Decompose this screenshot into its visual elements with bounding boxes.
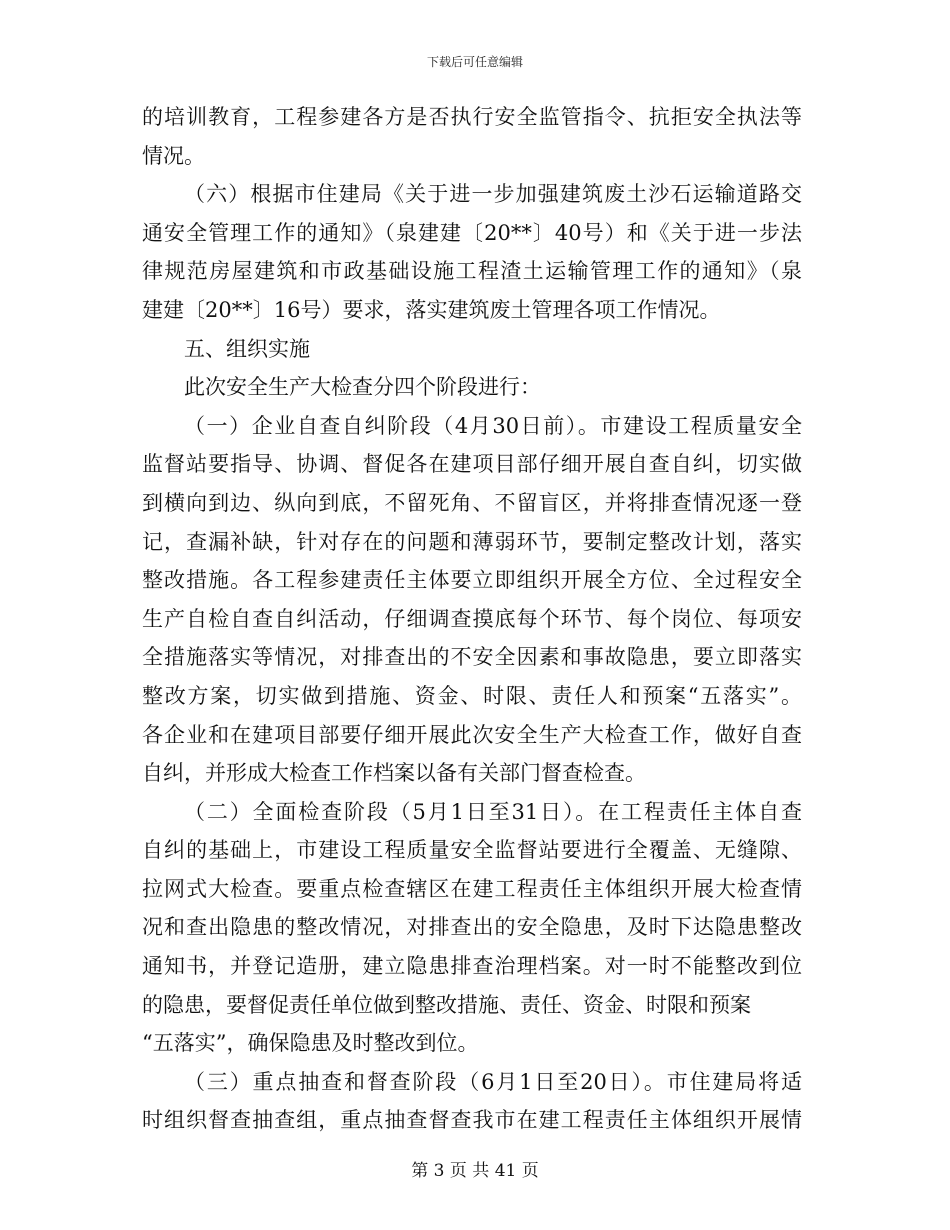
text-line: 全措施落实等情况，对排查出的不安全因素和事故隐患，要立即落实 — [142, 645, 802, 670]
paragraph-start-line: （一）企业自查自纠阶段（4月30日前）。市建设工程质量安全 — [184, 413, 802, 438]
text-line: 时组织督查抽查组，重点抽查督查我市在建工程责任主体组织开展情 — [142, 1108, 802, 1133]
text-line: 拉网式大检查。要重点检查辖区在建工程责任主体组织开展大检查情 — [142, 876, 802, 901]
paragraph-start-line: （二）全面检查阶段（5月1日至31日）。在工程责任主体自查 — [184, 799, 802, 824]
paragraph-start-line: （三）重点抽查和督查阶段（6月1日至20日）。市住建局将适 — [184, 1069, 802, 1094]
text-line: 生产自检自查自纠活动，仔细调查摸底每个环节、每个岗位、每项安 — [142, 606, 802, 631]
text-line: 通安全管理工作的通知》（泉建建〔20**〕40号）和《关于进一步法 — [142, 220, 802, 245]
paragraph-start-line: （六）根据市住建局《关于进一步加强建筑废土沙石运输道路交 — [184, 182, 802, 207]
text-line: “五落实”，确保隐患及时整改到位。 — [142, 1031, 479, 1056]
text-line: 律规范房屋建筑和市政基础设施工程渣土运输管理工作的通知》（泉 — [142, 259, 802, 284]
text-line: 到横向到边、纵向到底，不留死角、不留盲区，并将排查情况逐一登 — [142, 490, 802, 515]
text-line: 况和查出隐患的整改情况，对排查出的安全隐患，及时下达隐患整改 — [142, 915, 802, 940]
text-line: 自纠，并形成大检查工作档案以备有关部门督查检查。 — [142, 761, 646, 786]
document-body — [142, 98, 802, 1140]
page-header-note: 下载后可任意编辑 — [426, 55, 523, 69]
text-line: 监督站要指导、协调、督促各在建项目部仔细开展自查自纠，切实做 — [142, 452, 802, 477]
text-line: 整改方案，切实做到措施、资金、时限、责任人和预案“五落实”。 — [142, 683, 802, 708]
text-line: 的培训教育，工程参建各方是否执行安全监管指令、抗拒安全执法等 — [142, 105, 802, 129]
text-line: 通知书，并登记造册，建立隐患排查治理档案。对一时不能整改到位 — [142, 954, 802, 979]
text-line: 建建〔20**〕16号）要求，落实建筑废土管理各项工作情况。 — [142, 297, 721, 322]
text-line: 记，查漏补缺，针对存在的问题和薄弱环节，要制定整改计划，落实 — [142, 529, 802, 554]
text-line: 整改措施。各工程参建责任主体要立即组织开展全方位、全过程安全 — [142, 568, 802, 593]
text-line: 自纠的基础上，市建设工程质量安全监督站要进行全覆盖、无缝隙、 — [142, 838, 802, 863]
section-heading: 五、组织实施 — [184, 336, 310, 361]
paragraph-start-line: 此次安全生产大检查分四个阶段进行： — [184, 375, 541, 400]
text-line: 的隐患，要督促责任单位做到整改措施、责任、资金、时限和预案 — [142, 992, 751, 1017]
page-number: 第 3 页 共 41 页 — [411, 1161, 539, 1181]
text-line: 情况。 — [142, 143, 205, 168]
text-line: 各企业和在建项目部要仔细开展此次安全生产大检查工作，做好自查 — [142, 722, 802, 747]
